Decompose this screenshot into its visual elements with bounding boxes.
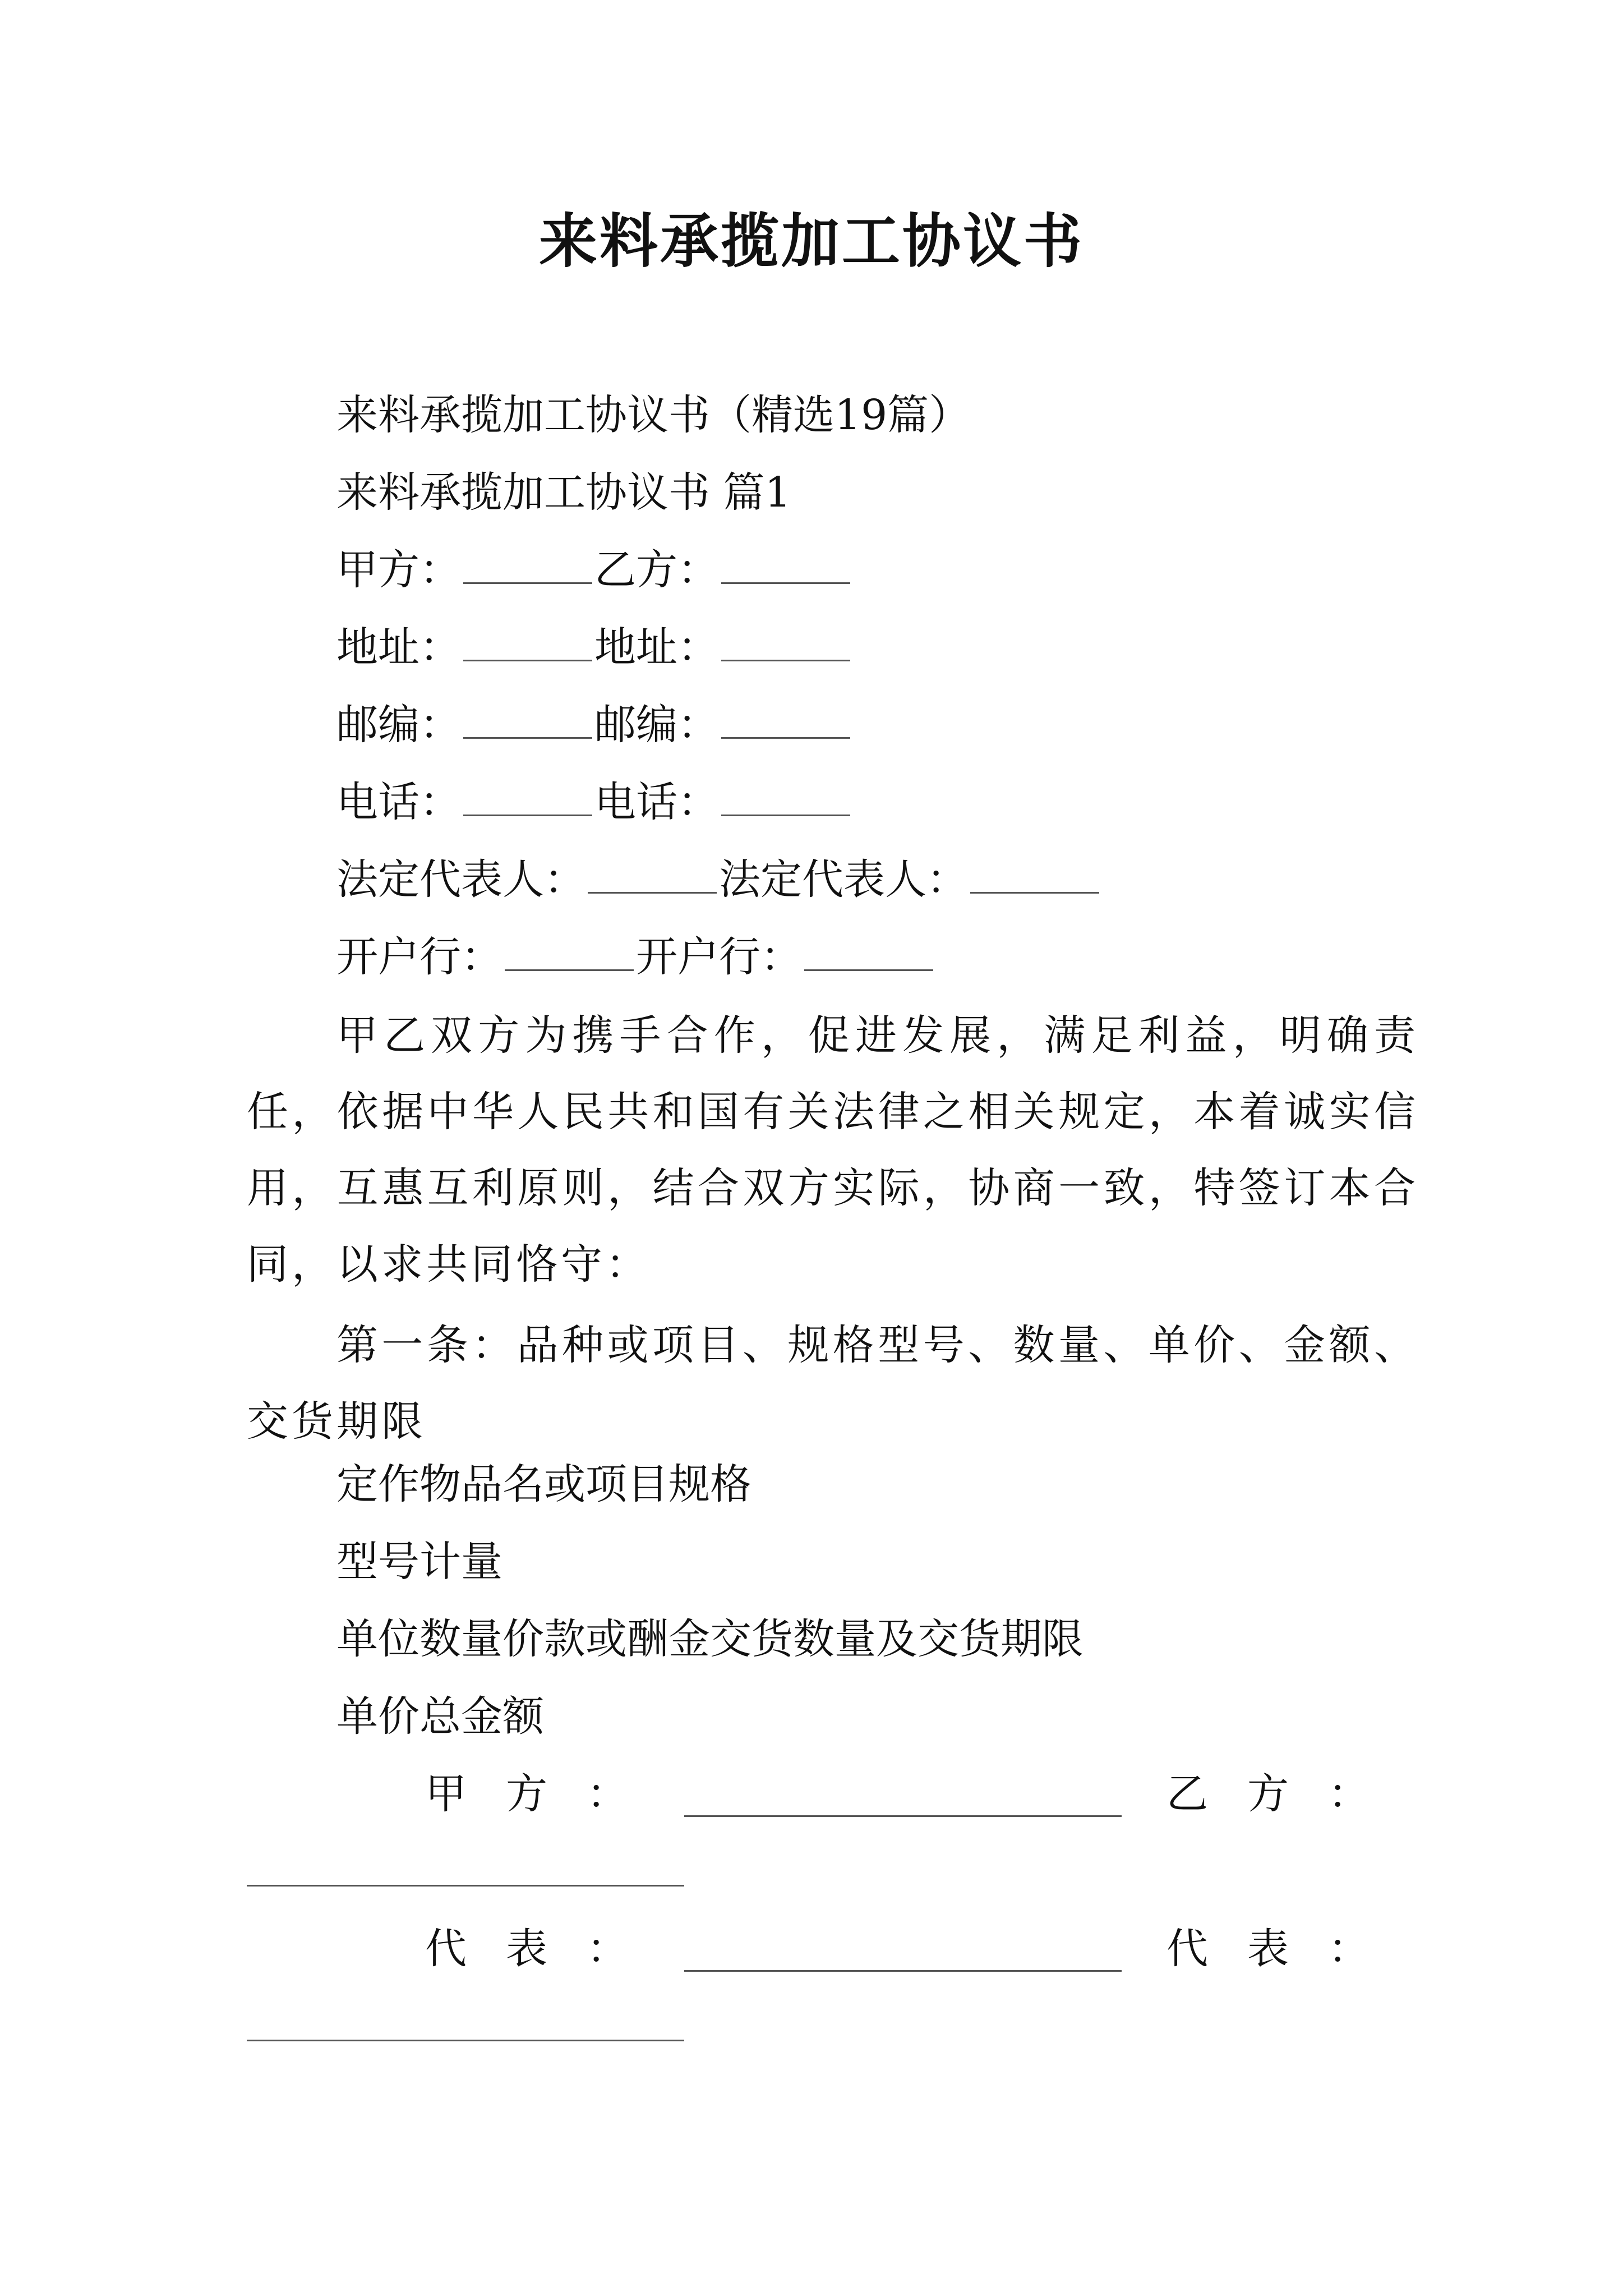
article-one: 第一条：品种或项目、规格型号、数量、单价、金额、交货期限 (247, 1321, 1419, 1446)
bank-row (336, 929, 935, 985)
section-heading: 来料承揽加工协议书 篇1 (336, 468, 791, 517)
party-a-blank[interactable] (463, 543, 592, 584)
party-a-bank-blank[interactable] (505, 930, 634, 971)
signature-rep-a-line[interactable] (684, 1970, 1122, 1972)
postcode-row (336, 697, 852, 753)
signature-party-a-line[interactable] (684, 1815, 1122, 1817)
signature-party-a-label: 甲方： (425, 1770, 667, 1818)
party-a-label: 甲方： (336, 546, 461, 594)
table-line-item-name: 定作物品名或项目规格 (336, 1460, 751, 1508)
signature-party-row (247, 1766, 1419, 1895)
party-a-legal-rep-label: 法定代表人： (336, 855, 585, 904)
party-b-phone-blank[interactable] (721, 775, 850, 816)
party-b-postcode-blank[interactable] (721, 698, 850, 739)
party-a-legal-rep-blank[interactable] (588, 853, 717, 894)
signature-rep-a-label: 代表： (425, 1925, 667, 1973)
signature-party-b-line[interactable] (247, 1885, 684, 1887)
table-line-quantity-delivery: 单位数量价款或酬金交货数量及交货期限 (336, 1615, 1083, 1663)
table-line-model-unit: 型号计量 (336, 1538, 502, 1586)
signature-party-b-label: 乙方： (1166, 1770, 1409, 1818)
signature-rep-b-label: 代表： (1166, 1925, 1409, 1973)
party-a-address-label: 地址： (336, 623, 461, 671)
party-b-postcode-label: 邮编： (594, 701, 719, 749)
party-a-bank-label: 开户行： (336, 933, 502, 981)
party-b-bank-label: 开户行： (636, 933, 802, 981)
party-a-postcode-label: 邮编： (336, 701, 461, 749)
party-a-phone-label: 电话： (336, 778, 461, 826)
document-subtitle: 来料承揽加工协议书（精选19篇） (336, 391, 971, 439)
party-b-blank[interactable] (721, 543, 850, 584)
document-title: 来料承揽加工协议书 (538, 206, 1084, 275)
party-b-legal-rep-blank[interactable] (970, 853, 1099, 894)
party-b-legal-rep-label: 法定代表人： (719, 855, 968, 904)
party-b-bank-blank[interactable] (804, 930, 933, 971)
legal-rep-row (336, 852, 1101, 908)
phone-row (336, 774, 852, 830)
party-b-address-label: 地址： (594, 623, 719, 671)
intro-paragraph: 甲乙双方为携手合作，促进发展，满足利益，明确责任，依据中华人民共和国有关法律之相关规定，本着诚实信用，互惠互利原则，结合双方实际，协商一致，特签订本合同，以求共同恪守： (247, 1011, 1419, 1289)
party-b-phone-label: 电话： (594, 778, 719, 826)
party-a-phone-blank[interactable] (463, 775, 592, 816)
address-row (336, 619, 852, 675)
party-row (336, 542, 852, 598)
party-b-label: 乙方： (594, 546, 719, 594)
party-a-address-blank[interactable] (463, 620, 592, 661)
signature-rep-b-line[interactable] (247, 2040, 684, 2041)
signature-rep-row (247, 1921, 1419, 2050)
table-line-price-total: 单价总金额 (336, 1692, 544, 1741)
party-a-postcode-blank[interactable] (463, 698, 592, 739)
party-b-address-blank[interactable] (721, 620, 850, 661)
